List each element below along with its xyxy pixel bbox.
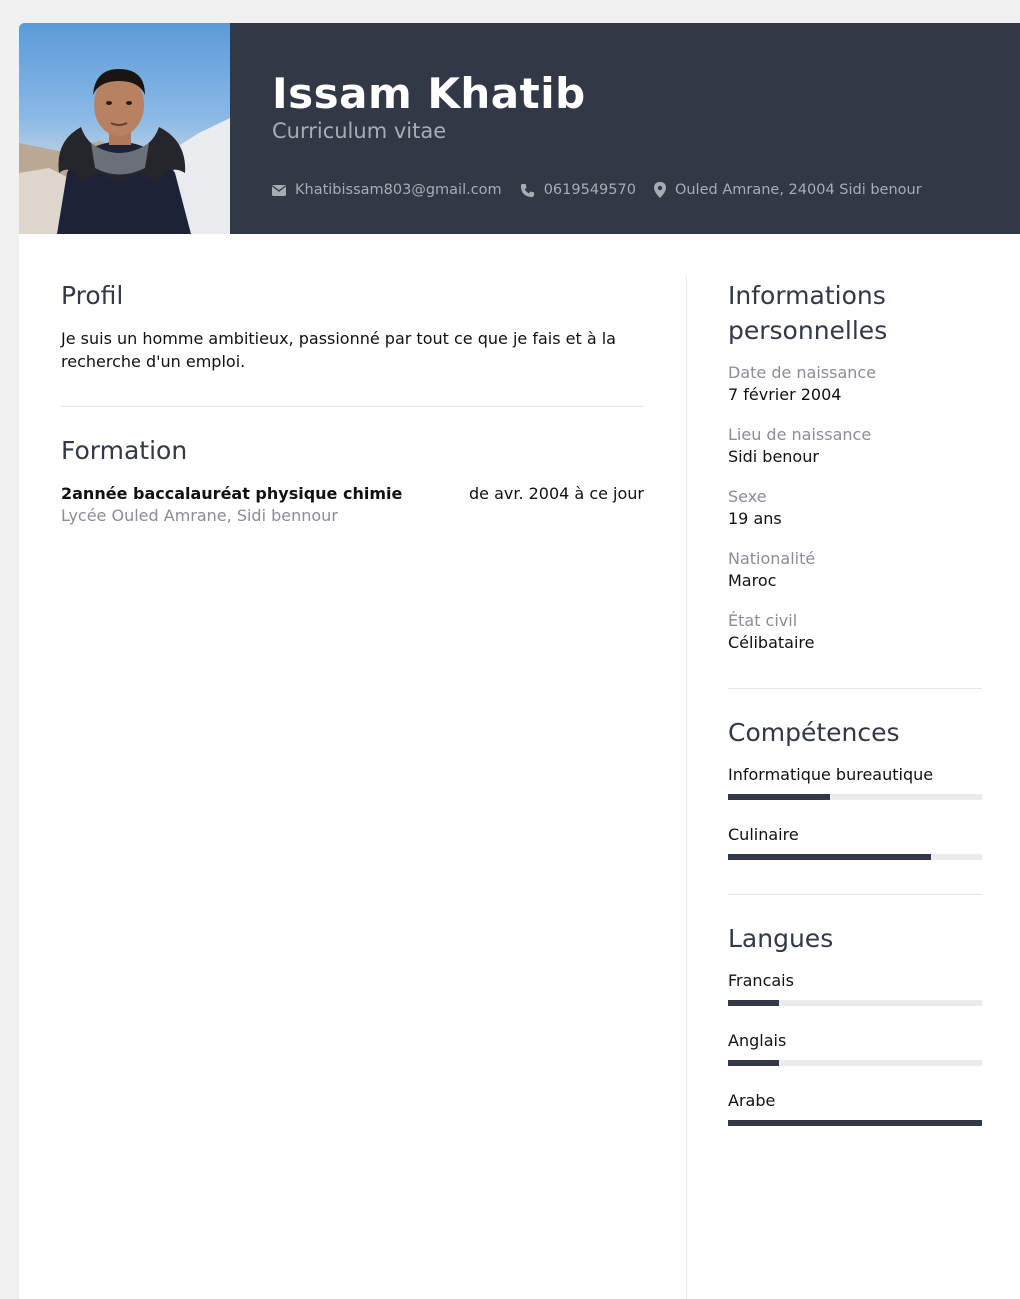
info-label-birthplace: Lieu de naissance: [728, 425, 872, 444]
language-level-fill: [728, 1060, 779, 1066]
info-label-birthdate: Date de naissance: [728, 363, 877, 382]
candidate-name: Issam Khatib: [272, 69, 586, 118]
skills-heading: Compétences: [728, 718, 900, 747]
profile-text: Je suis un homme ambitieux, passionné par tout ce que je fais et à la recherche d'un emploi.: [61, 329, 616, 371]
education-school: Lycée Ouled Amrane, Sidi bennour: [61, 506, 338, 525]
document-subtitle: Curriculum vitae: [272, 119, 447, 143]
info-value-birthdate: 7 février 2004: [728, 385, 842, 404]
contact-address[interactable]: [654, 182, 922, 198]
language-level-bar: [728, 1060, 982, 1066]
address-text: Ouled Amrane, 24004 Sidi benour: [674, 182, 922, 198]
contact-phone[interactable]: [520, 182, 636, 198]
column-divider: [686, 276, 687, 1299]
sidebar-column: [728, 278, 982, 1126]
personal-info-heading: Informations personnelles: [728, 281, 888, 345]
skill-level-fill: [728, 794, 830, 800]
language-name: Francais: [728, 971, 794, 990]
language-name: Arabe: [728, 1091, 776, 1110]
language-name: Anglais: [728, 1031, 787, 1050]
language-level-bar: [728, 1000, 982, 1006]
language-level-fill: [728, 1000, 779, 1006]
main-column: [61, 278, 644, 525]
cv-page: [19, 23, 1020, 1299]
skill-name: Culinaire: [728, 825, 799, 844]
language-level-bar: [728, 1120, 982, 1126]
map-pin-icon: [654, 182, 666, 198]
contact-bar: [272, 182, 940, 198]
skill-level-fill: [728, 854, 931, 860]
info-label-marital: État civil: [728, 611, 798, 630]
profile-photo: [19, 23, 230, 234]
info-value-marital: Célibataire: [728, 633, 815, 652]
section-divider: [61, 406, 644, 407]
skill-level-bar: [728, 854, 982, 860]
skill-name: Informatique bureautique: [728, 765, 934, 784]
education-degree: 2année baccalauréat physique chimie: [61, 484, 403, 503]
email-text: Khatibissam803@gmail.com: [295, 182, 502, 198]
phone-icon: [520, 183, 535, 198]
contact-email[interactable]: [272, 182, 502, 198]
skill-item: [728, 824, 982, 860]
language-level-fill: [728, 1120, 982, 1126]
language-item: [728, 1030, 982, 1066]
language-item: [728, 1090, 982, 1126]
education-heading: Formation: [61, 436, 188, 465]
languages-heading: Langues: [728, 924, 834, 953]
info-label-sex: Sexe: [728, 487, 767, 506]
skill-item: [728, 764, 982, 800]
info-value-nationality: Maroc: [728, 571, 777, 590]
cv-header: [19, 23, 1020, 234]
profile-heading: Profil: [61, 281, 124, 310]
info-label-nationality: Nationalité: [728, 549, 816, 568]
language-item: [728, 970, 982, 1006]
section-divider: [728, 688, 982, 689]
info-value-birthplace: Sidi benour: [728, 447, 819, 466]
education-dates: de avr. 2004 à ce jour: [468, 484, 644, 503]
envelope-icon: [272, 185, 286, 196]
skill-level-bar: [728, 794, 982, 800]
info-value-sex: 19 ans: [728, 509, 782, 528]
section-divider: [728, 894, 982, 895]
education-item: [61, 484, 644, 525]
phone-text: 0619549570: [543, 182, 636, 198]
